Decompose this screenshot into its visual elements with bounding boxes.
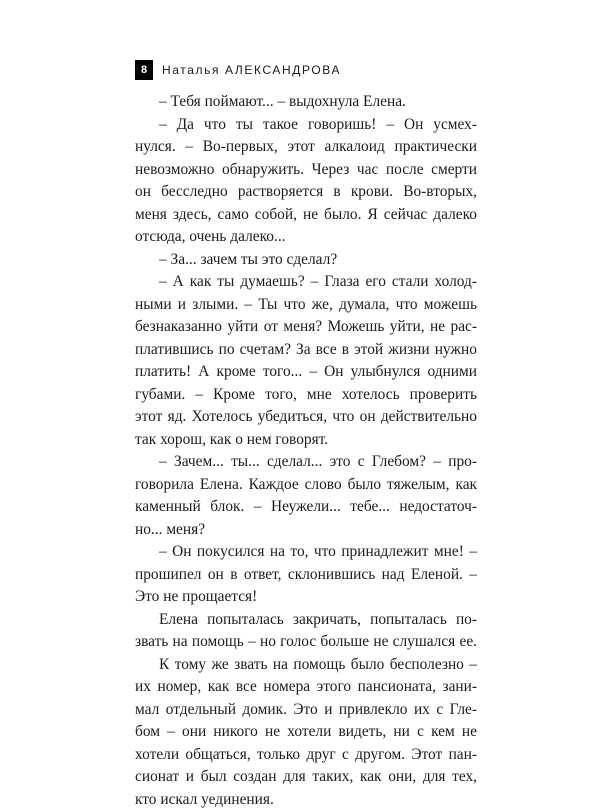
text-line: отсюда, очень далеко... bbox=[135, 226, 477, 249]
body-text bbox=[135, 91, 477, 811]
page-number: 8 bbox=[135, 60, 153, 80]
text-line: безнаказанно уйти от меня? Можешь уйти, не рас- bbox=[135, 316, 477, 339]
text-line: – Он покусился на то, что принадлежит мне! – bbox=[135, 541, 477, 564]
text-line: этот яд. Хотелось убедиться, что он действительно bbox=[135, 406, 477, 429]
text-line: говорила Елена. Каждое слово было тяжелым, как bbox=[135, 474, 477, 497]
text-line: меня здесь, само собой, не было. Я сейчас далеко bbox=[135, 204, 477, 227]
text-line: но... меня? bbox=[135, 519, 477, 542]
text-line: Елена попыталась закричать, попыталась по- bbox=[135, 609, 477, 632]
text-line: сионат и был создан для таких, как они, для тех, bbox=[135, 766, 477, 789]
text-line: прошипел он в ответ, склонившись над Еленой. – bbox=[135, 564, 477, 587]
text-line: мал отдельный домик. Это и привлекло их с Гле- bbox=[135, 699, 477, 722]
text-line: – За... зачем ты это сделал? bbox=[135, 249, 477, 272]
text-line: их номер, как все номера этого пансионата, зани- bbox=[135, 676, 477, 699]
text-line: так хорош, как о нем говорят. bbox=[135, 429, 477, 452]
text-line: – Зачем... ты... сделал... это с Глебом? – про- bbox=[135, 451, 477, 474]
text-line: ными и злыми. – Ты что же, думала, что можешь bbox=[135, 294, 477, 317]
text-line: кто искал уединения. bbox=[135, 789, 477, 811]
text-line: невозможно обнаружить. Через час после смерти bbox=[135, 159, 477, 182]
text-line: хотели общаться, только друг с другом. Этот пан- bbox=[135, 744, 477, 767]
text-line: он бесследно растворяется в крови. Во-вторых, bbox=[135, 181, 477, 204]
author-running-head: Наталья АЛЕКСАНДРОВА bbox=[162, 63, 341, 77]
text-line: – А как ты думаешь? – Глаза его стали холод- bbox=[135, 271, 477, 294]
text-line: – Тебя поймают... – выдохнула Елена. bbox=[135, 91, 477, 114]
text-line: звать на помощь – но голос больше не слушался ее. bbox=[135, 631, 477, 654]
running-header bbox=[135, 60, 341, 80]
text-line: губами. – Кроме того, мне хотелось проверить bbox=[135, 384, 477, 407]
text-line: бом – они никого не хотели видеть, ни с кем не bbox=[135, 721, 477, 744]
text-line: нулся. – Во-первых, этот алкалоид практически bbox=[135, 136, 477, 159]
text-line: К тому же звать на помощь было бесполезно – bbox=[135, 654, 477, 677]
text-line: – Да что ты такое говоришь! – Он усмех- bbox=[135, 114, 477, 137]
text-line: платить! А кроме того... – Он улыбнулся одними bbox=[135, 361, 477, 384]
text-line: Это не прощается! bbox=[135, 586, 477, 609]
text-line: каменный блок. – Неужели... тебе... недостаточ- bbox=[135, 496, 477, 519]
text-line: платившись по счетам? За все в этой жизни нужно bbox=[135, 339, 477, 362]
